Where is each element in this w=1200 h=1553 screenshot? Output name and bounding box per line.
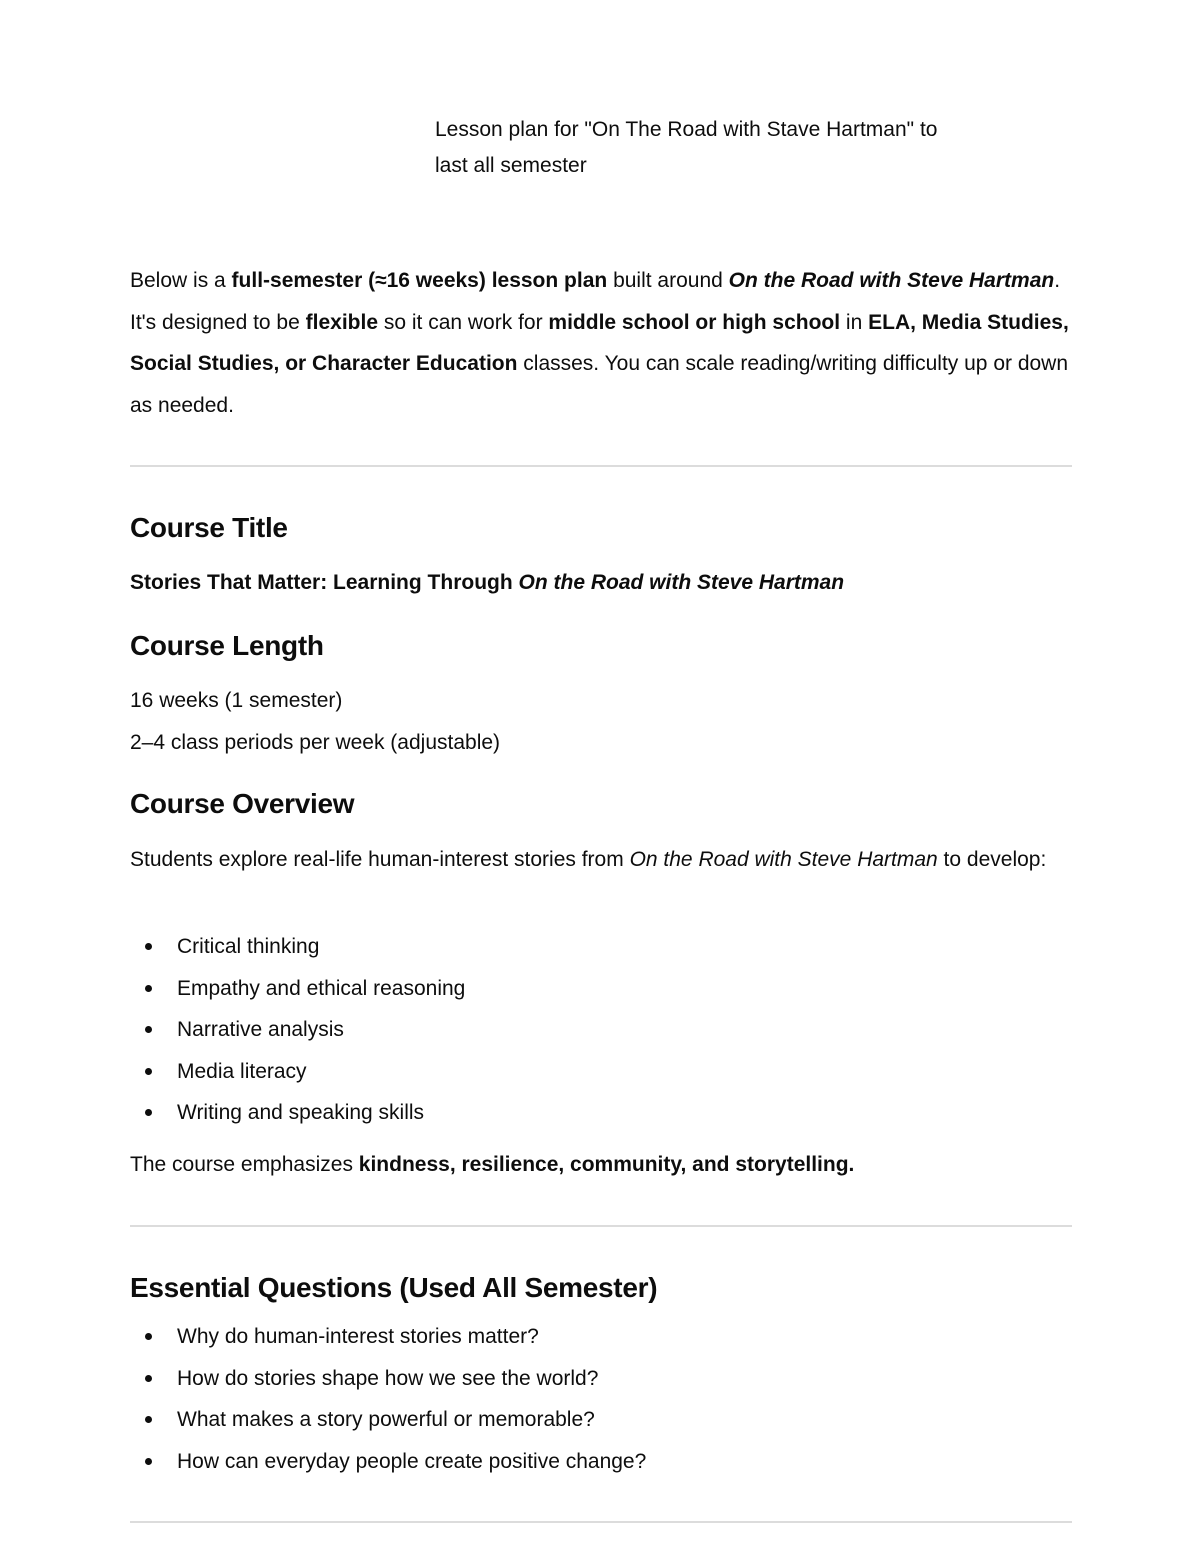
course-length-heading: Course Length [130,630,324,661]
list-item: Narrative analysis [130,1009,1072,1051]
intro-paragraph [130,260,1072,426]
intro-bold: ELA, Media Studies, Social Studies, or Character Education [130,310,1069,375]
divider [130,465,1072,467]
course-title-bold: Stories That Matter: Learning Through [130,571,519,594]
list-item: Media literacy [130,1051,1072,1093]
user-prompt [435,112,1035,184]
intro-bold: flexible [305,310,379,334]
overview-show-title: On the Road with Steve Hartman [629,848,938,871]
course-title-text [130,562,1072,604]
course-title-show: On the Road with Steve Hartman [518,571,845,594]
intro-bold: middle school or high school [548,310,841,334]
list-item: Why do human-interest stories matter? [130,1316,1072,1358]
list-item: What makes a story powerful or memorable? [130,1399,1072,1441]
prompt-line-2: last all semester [435,154,587,177]
essential-questions-heading: Essential Questions (Used All Semester) [130,1272,658,1303]
divider [130,1521,1072,1523]
course-length-line: 2–4 class periods per week (adjustable) [130,730,501,754]
course-title-heading: Course Title [130,512,288,543]
intro-show-title: On the Road with Steve Hartman [728,269,1055,292]
essential-questions-list [130,1316,1072,1482]
emphasis-text: The course emphasizes [130,1153,359,1176]
course-overview-text [130,839,1072,881]
overview-text: Students explore real-life human-interest stories from [130,848,630,871]
intro-text: Below is a [130,269,232,292]
intro-text: so it can work for [378,310,549,334]
course-overview-heading: Course Overview [130,788,355,819]
course-emphasis-text [130,1144,1072,1186]
emphasis-bold: kindness, resilience, community, and storytelling. [358,1153,855,1176]
intro-text: built around [607,269,729,292]
overview-skills-list [130,926,1072,1134]
list-item: Critical thinking [130,926,1072,968]
list-item: Empathy and ethical reasoning [130,968,1072,1010]
course-length-line: 16 weeks (1 semester) [130,689,343,712]
intro-text: in [840,310,869,334]
divider [130,1225,1072,1227]
prompt-line-1: Lesson plan for "On The Road with Stave Hartman" to [435,118,938,141]
list-item: How can everyday people create positive change? [130,1441,1072,1483]
list-item: How do stories shape how we see the world? [130,1358,1072,1400]
list-item: Writing and speaking skills [130,1092,1072,1134]
course-length-text [130,680,1072,763]
intro-text: classes. You can scale reading/writing difficulty up or down as needed. [130,352,1069,417]
intro-text: . It's designed to be [130,269,1061,334]
overview-text: to develop: [937,848,1047,871]
intro-bold: full-semester (≈16 weeks) lesson plan [231,269,608,292]
